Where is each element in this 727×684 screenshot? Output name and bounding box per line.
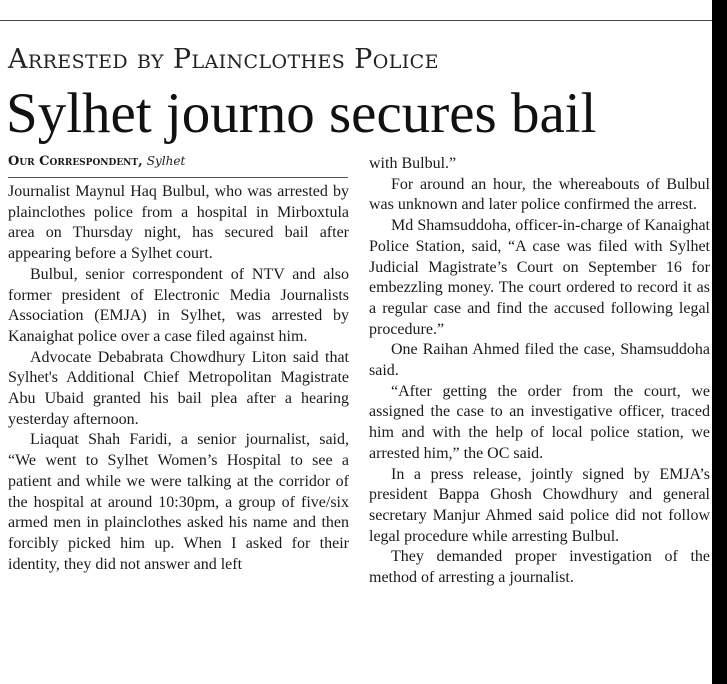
paragraph: Liaquat Shah Faridi, a senior journalist, said, “We went to Sylhet Women’s Hospital to see a patient and while we were talking at the corridor of the hospital at around 10:30pm, a group of five/six armed men in plainclothes asked his name and then forcibly picked him up. When I asked for their identity, they did not answer and left: [8, 431, 349, 573]
paragraph: For around an hour, the whereabouts of Bulbul was unknown and later police confirmed the arrest.: [369, 175, 710, 214]
paragraph: “After getting the order from the court, we assigned the case to an investigative officer, traced him and with the help of local police station, we arrested him,” the OC said.: [369, 382, 710, 462]
byline-rule: [8, 177, 348, 178]
paragraph: Advocate Debabrata Chowdhury Liton said that Sylhet's Additional Chief Metropolitan Magistrate Abu Ubaid granted his bail plea after a hearing yesterday afternoon.: [8, 348, 349, 428]
page-edge-bar: [712, 0, 727, 684]
byline-place: Sylhet: [146, 154, 186, 168]
kicker: Arrested by Plainclothes Police: [8, 44, 439, 75]
headline: Sylhet journo secures bail: [6, 82, 597, 145]
top-rule: [0, 20, 712, 21]
paragraph: They demanded proper investigation of the method of arresting a journalist.: [369, 548, 710, 587]
paragraph: One Raihan Ahmed filed the case, Shamsuddoha said.: [369, 341, 710, 380]
paragraph: Journalist Maynul Haq Bulbul, who was arrested by plainclothes police from a hospital in Mirboxtula area on Thursday night, has secured bail after appearing before a Sylhet court.: [8, 183, 349, 263]
paragraph: In a press release, jointly signed by EMJA’s president Bappa Ghosh Chowdhury and general secretary Manjur Ahmed said police did not follow legal procedure while arresting Bulbul.: [369, 465, 710, 545]
paragraph: Bulbul, senior correspondent of NTV and also former president of Electronic Media Journalists Association (EMJA) in Sylhet, was arrested by Kanaighat police over a case filed against him.: [8, 265, 349, 345]
paragraph: Md Shamsuddoha, officer-in-charge of Kanaighat Police Station, said, “A case was filed with Sylhet Judicial Magistrate’s Court on September 16 for embezzling money. The court ordered to record it as a regular case and find the accused following legal procedure.”: [369, 217, 710, 338]
byline: [8, 153, 185, 170]
article-column-2: [369, 154, 710, 589]
article-column-1: [8, 182, 349, 575]
paragraph: with Bulbul.”: [369, 155, 457, 172]
byline-author: Our Correspondent,: [8, 154, 143, 169]
